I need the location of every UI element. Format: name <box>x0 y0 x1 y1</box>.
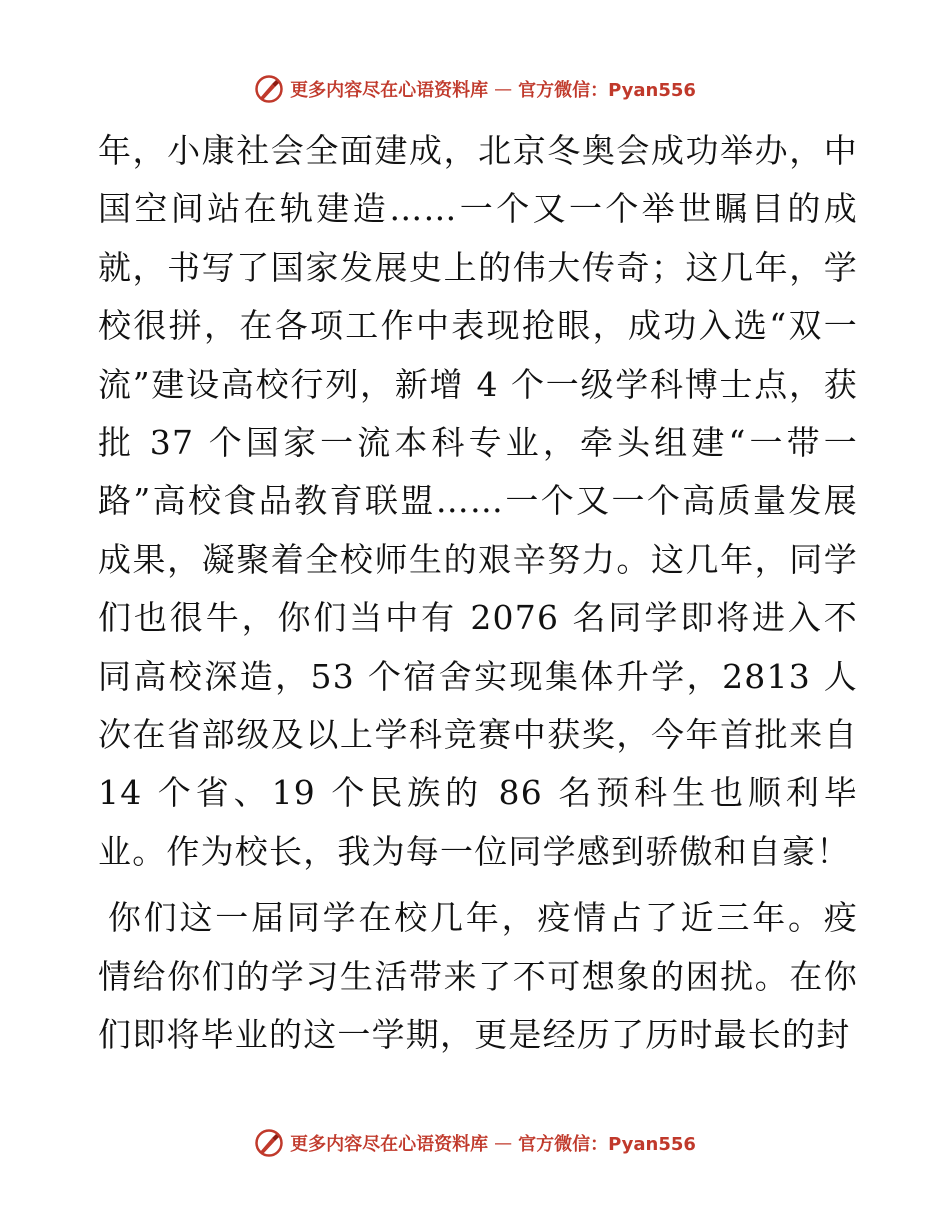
watermark-contact: 官方微信：Pyan556 <box>518 80 696 101</box>
paragraph-1: 年，小康社会全面建成，北京冬奥会成功举办，中国空间站在轨建造……一个又一个举世瞩目的成就，书写了国家发展史上的伟大传奇；这几年，学校很拼，在各项工作中表现抢眼，成功入选“双一流”建设高校行列，新增 4 个一级学科博士点，获批 37 个国家一流本科专业，牵头组建“一带一路”高校食品教育联盟……一个又一个高质量发展成果，凝聚着全校师生的艰辛努力。这几年，同学们也很牛，你们当中有 2076 名同学即将进入不同高校深造，53 个宿舍实现集体升学，2813 人次在省部级及以上学科竞赛中获奖，今年首批来自 14 个省、19 个民族的 86 名预科生也顺利毕业。作为校长，我为每一位同学感到骄傲和自豪！ <box>98 131 858 871</box>
watermark-logo-icon <box>254 1128 284 1158</box>
paragraph-2: 你们这一届同学在校几年，疫情占了近三年。疫情给你们的学习生活带来了不可想象的困扰。在你们即将毕业的这一学期，更是经历了历时最长的封 <box>98 898 858 1055</box>
watermark-contact: 官方微信：Pyan556 <box>518 1134 696 1155</box>
document-body <box>98 122 858 1065</box>
footer-watermark <box>0 1128 950 1158</box>
watermark-separator: — <box>494 78 513 100</box>
watermark-text: 更多内容尽在心语资料库 <box>290 80 489 101</box>
watermark-separator: — <box>494 1132 513 1154</box>
watermark-logo-icon <box>254 74 284 104</box>
watermark-text: 更多内容尽在心语资料库 <box>290 1134 489 1155</box>
header-watermark <box>0 74 950 104</box>
